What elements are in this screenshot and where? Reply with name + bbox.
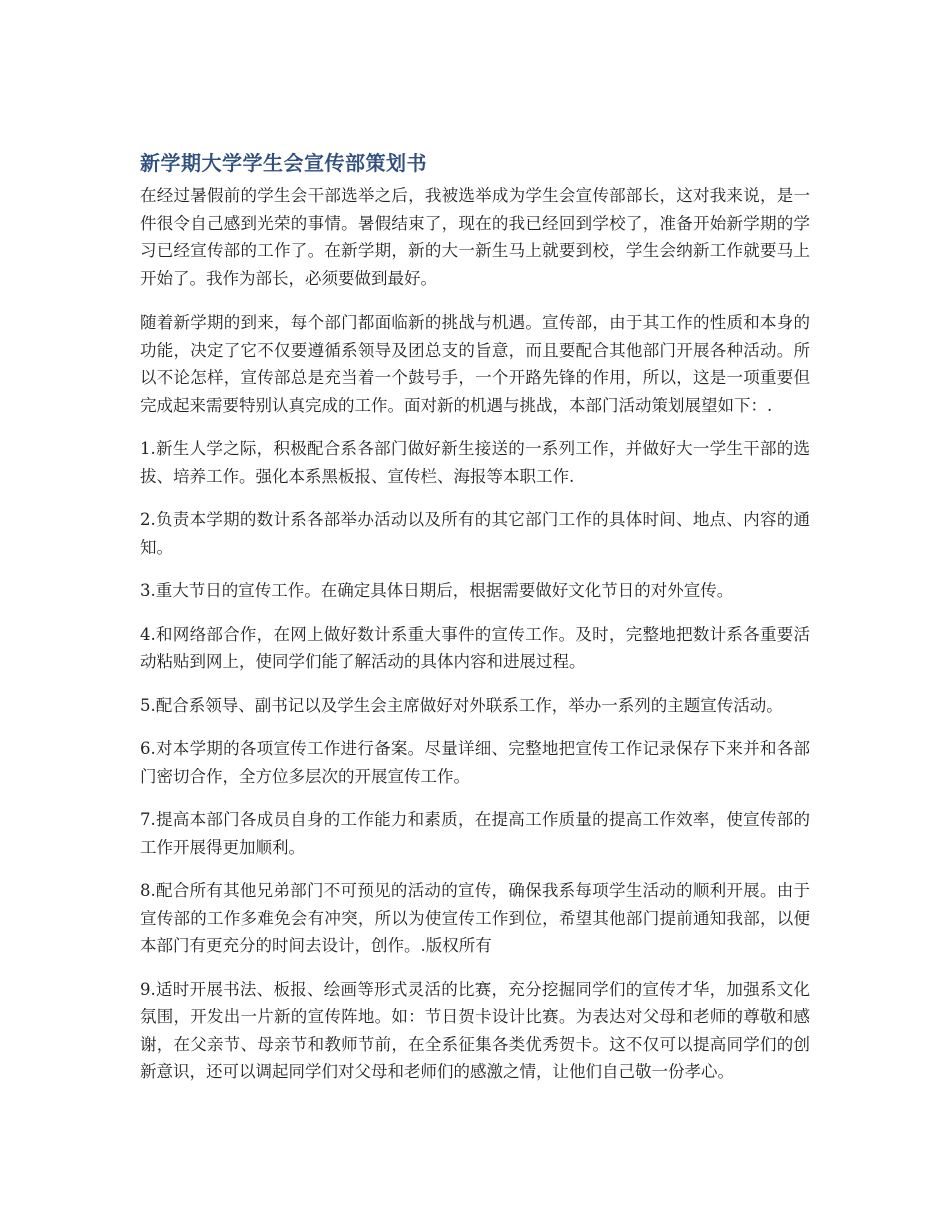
list-item-8: 8.配合所有其他兄弟部门不可预见的活动的宣传，确保我系每项学生活动的顺利开展。由于宣传部的工作多难免会有冲突，所以为使宣传工作到位，希望其他部门提前通知我部，以便本部门有更充分的时间去设计，创作。.版权所有: [140, 881, 810, 955]
document-title: 新学期大学学生会宣传部策划书: [140, 151, 427, 175]
list-item-1: 1.新生人学之际，积极配合系各部门做好新生接送的一系列工作，并做好大一学生干部的选拔、培养工作。强化本系黑板报、宣传栏、海报等本职工作.: [140, 439, 810, 486]
list-item-4: 4.和网络部合作，在网上做好数计系重大事件的宣传工作。及时，完整地把数计系各重要活动粘贴到网上，使同学们能了解活动的具体内容和进展过程。: [140, 624, 810, 671]
list-item-6: 6.对本学期的各项宣传工作进行备案。尽量详细、完整地把宣传工作记录保存下来并和各部门密切合作，全方位多层次的开展宣传工作。: [140, 739, 810, 786]
document-page: [140, 148, 810, 1102]
paragraph-intro: 在经过暑假前的学生会干部选举之后，我被选举成为学生会宣传部部长，这对我来说，是一件很令自己感到光荣的事情。暑假结束了，现在的我已经回到学校了，准备开始新学期的学习已经宣传部的工作了。在新学期，新的大一新生马上就要到校，学生会纳新工作就要马上开始了。我作为部长，必须要做到最好。: [140, 186, 810, 288]
list-item-2: 2.负责本学期的数计系各部举办活动以及所有的其它部门工作的具体时间、地点、内容的通知。: [140, 510, 810, 557]
list-item-5: 5.配合系领导、副书记以及学生会主席做好对外联系工作，举办一系列的主题宣传活动。: [140, 695, 783, 715]
list-item-9: 9.适时开展书法、板报、绘画等形式灵活的比赛，充分挖掘同学们的宣传才华，加强系文化氛围，开发出一片新的宣传阵地。如：节日贺卡设计比赛。为表达对父母和老师的尊敬和感谢，在父亲节、母亲节和教师节前，在全系征集各类优秀贺卡。这不仅可以提高同学们的创新意识，还可以调起同学们对父母和老师们的感激之情，让他们自己敬一份孝心。: [140, 979, 810, 1081]
list-item-3: 3.重大节日的宣传工作。在确定具体日期后，根据需要做好文化节日的对外宣传。: [140, 581, 734, 600]
list-item-7: 7.提高本部门各成员自身的工作能力和素质，在提高工作质量的提高工作效率，使宣传部的工作开展得更加顺利。: [140, 810, 810, 857]
paragraph-context: 随着新学期的到来，每个部门都面临新的挑战与机遇。宣传部，由于其工作的性质和本身的功能，决定了它不仅要遵循系领导及团总支的旨意，而且要配合其他部门开展各种活动。所以不论怎样，宣传部总是充当着一个鼓号手，一个开路先锋的作用，所以，这是一项重要但完成起来需要特别认真完成的工作。面对新的机遇与挑战，本部门活动策划展望如下：.: [140, 313, 810, 415]
